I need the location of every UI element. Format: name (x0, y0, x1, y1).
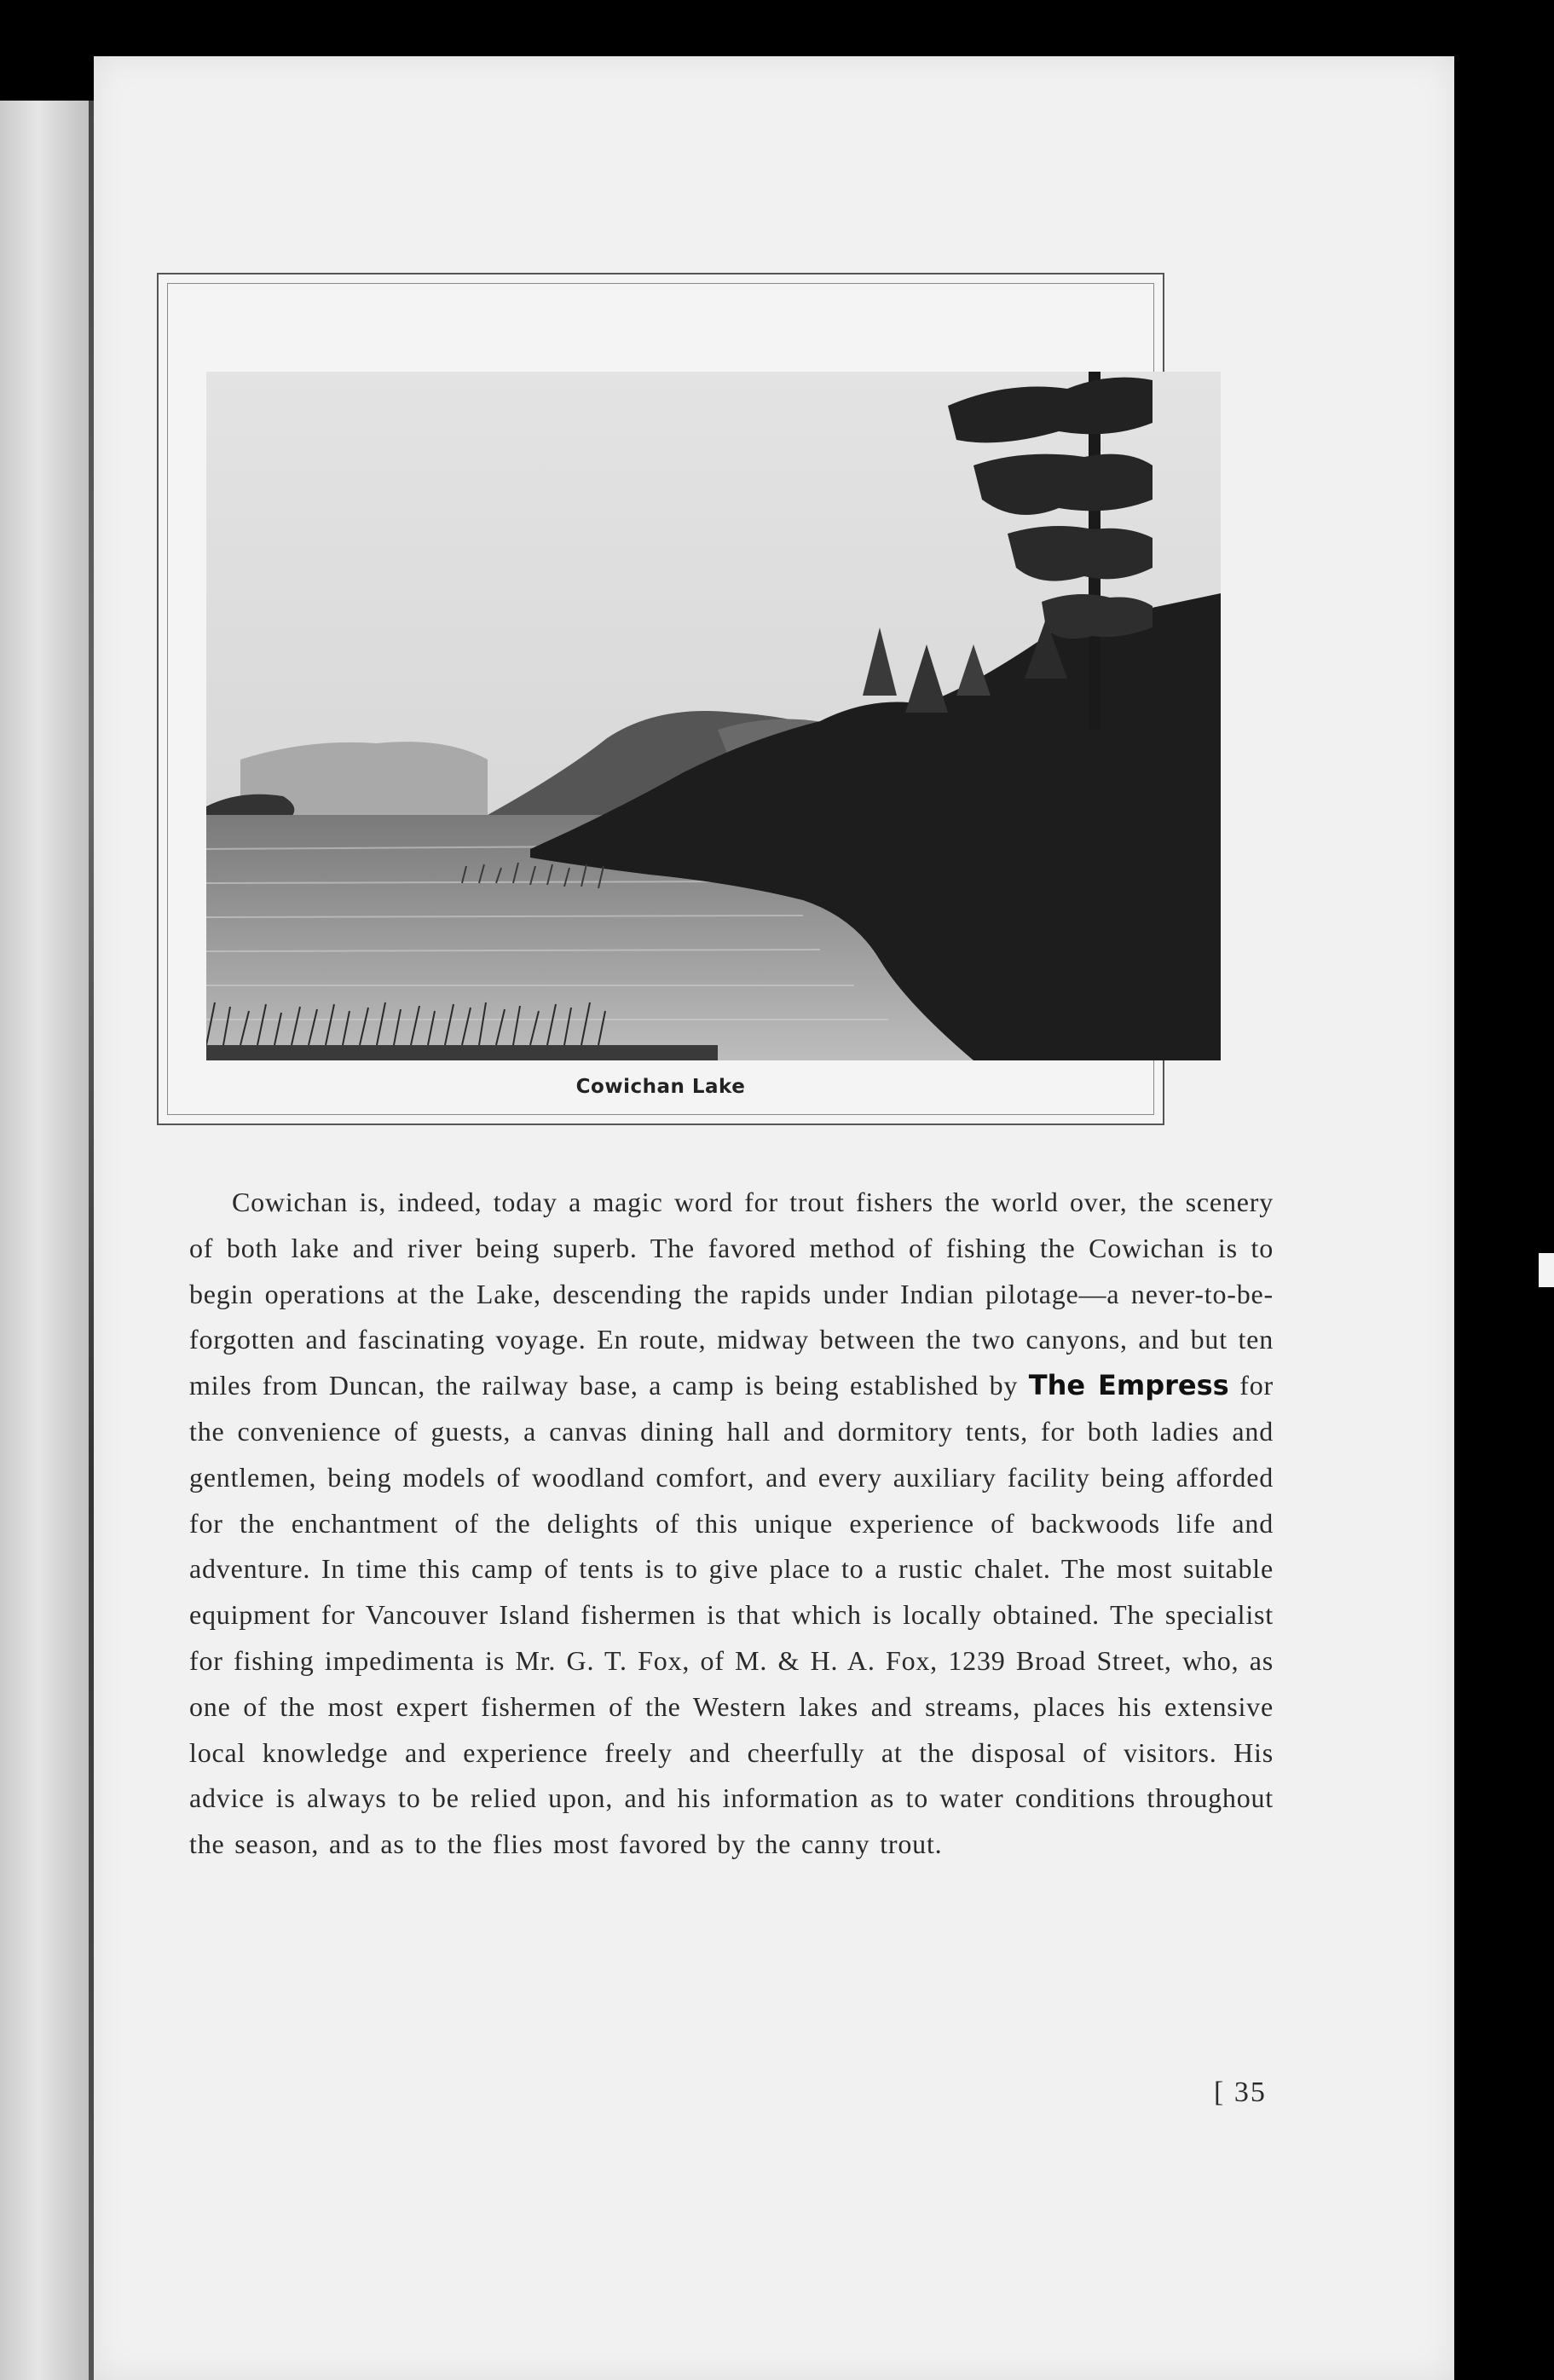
photo-caption: Cowichan Lake (575, 1076, 746, 1098)
cowichan-lake-photo (206, 372, 1221, 1060)
left-page-edge (0, 101, 95, 2380)
empress-emphasis: The Empress (1028, 1369, 1229, 1402)
article-text-start: Cowichan is, indeed, today a magic word for trout fishers the world over, the scenery of both lake and river being superb. The favored method of fishing the Cowichan is to begin operations at the Lake, descending the rapids under Indian pilotage—a never-to-be-forgotten and fascinating voyage. En route, midway between the two canyons, and but ten miles from Duncan, the railway base, a camp is being established by (189, 1187, 1274, 1401)
page-number: [ 35 (1214, 2077, 1267, 2108)
article-body (189, 1180, 1274, 1868)
right-edge-mark (1539, 1253, 1554, 1287)
article-text-end: for the convenience of guests, a canvas dining hall and dormitory tents, for both ladies and gentlemen, being models of woodland comfort, and every auxiliary facility being afforded for the enchantment of the delights of this unique experience of backwoods life and adventure. In time this camp of tents is to give place to a rustic chalet. The most suitable equipment for Vancouver Island fishermen is that which is locally obtained. The specialist for fishing impedimenta is Mr. G. T. Fox, of M. & H. A. Fox, 1239 Broad Street, who, as one of the most expert fishermen of the Western lakes and streams, places his extensive local knowledge and experience freely and cheerfully at the disposal of visitors. His advice is always to be relied upon, and his information as to water conditions throughout the season, and as to the flies most favored by the canny trout. (189, 1370, 1274, 1860)
